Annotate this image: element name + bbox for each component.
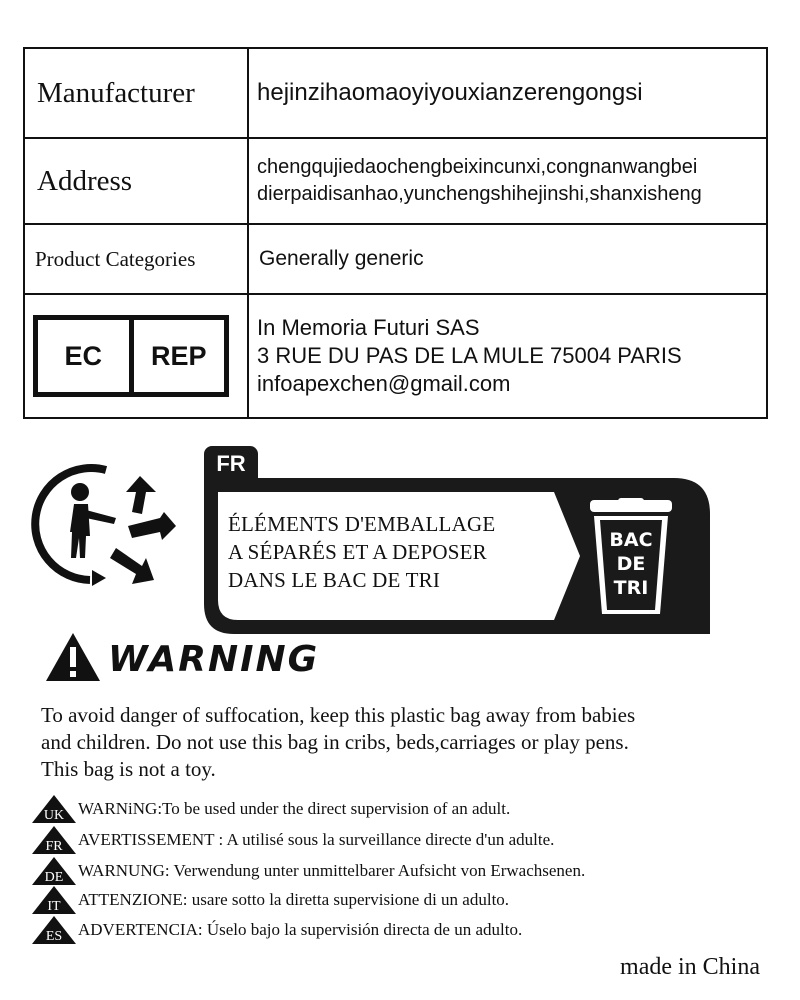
lang-text: AVERTISSEMENT : A utilisé sous la surveillance directe d'un adulte. (78, 830, 555, 849)
address-line-1: chengqujiedaochengbeixincunxi,congnanwangbei (257, 156, 698, 178)
made-in-china: made in China (620, 954, 760, 980)
manufacturer-value: hejinzihaomaoyiyouxianzerengongsi (248, 48, 767, 138)
warning-it (30, 884, 509, 916)
lang-code: FR (45, 839, 63, 854)
warning-body-line-2: and children. Do not use this bag in cribs, beds,carriages or play pens. (41, 730, 629, 754)
rep-email: infoapexchen@gmail.com (257, 371, 511, 396)
lang-text: WARNiNG:To be used under the direct supervision of an adult. (78, 799, 511, 818)
lang-code: IT (47, 899, 61, 914)
manufacturer-label: Manufacturer (24, 48, 248, 138)
fr-tag: FR (204, 446, 258, 480)
bin-label-3: TRI (613, 577, 649, 599)
bin-label-2: DE (616, 553, 646, 575)
warning-badge-icon (30, 824, 78, 856)
ec-rep-row (24, 294, 767, 418)
warning-title: WARNING (108, 638, 320, 680)
sorting-instructions (228, 510, 495, 594)
warning-triangle-icon (44, 631, 102, 688)
lang-text: WARNUNG: Verwendung unter unmittelbarer Aufsicht von Erwachsenen. (78, 861, 586, 880)
trash-bin-icon (588, 498, 674, 618)
category-label: Product Categories (24, 224, 248, 294)
warning-heading (44, 633, 319, 685)
manufacturer-row (24, 48, 767, 138)
lang-code: UK (43, 808, 65, 823)
ec-rep-details (248, 294, 767, 418)
warning-badge-icon (30, 914, 78, 946)
ec-rep-symbol (33, 315, 229, 397)
warning-es (30, 914, 522, 946)
product-info-table (23, 47, 768, 419)
ec-rep-rep: REP (129, 320, 225, 392)
rep-address: 3 RUE DU PAS DE LA MULE 75004 PARIS (257, 343, 682, 368)
address-label: Address (24, 138, 248, 224)
warning-de (30, 855, 585, 887)
address-line-2: dierpaidisanhao,yunchengshihejinshi,shanxisheng (257, 183, 702, 205)
lang-code: ES (45, 929, 63, 944)
bin-label-1: BAC (609, 529, 653, 551)
warning-body-line-1: To avoid danger of suffocation, keep this plastic bag away from babies (41, 703, 636, 727)
ec-rep-symbol-cell (24, 294, 248, 418)
address-value (248, 138, 767, 224)
rep-name: In Memoria Futuri SAS (257, 315, 480, 340)
sorting-line-2: A SÉPARÉS ET A DEPOSER (228, 540, 487, 564)
warning-fr (30, 824, 554, 856)
category-row (24, 224, 767, 294)
address-row (24, 138, 767, 224)
category-value: Generally generic (248, 224, 767, 294)
sorting-line-3: DANS LE BAC DE TRI (228, 568, 441, 592)
lang-text: ATTENZIONE: usare sotto la diretta supervisione di un adulto. (78, 890, 510, 909)
warning-body-line-3: This bag is not a toy. (41, 757, 216, 781)
sorting-line-1: ÉLÉMENTS D'EMBALLAGE (228, 512, 496, 536)
warning-body (41, 702, 761, 783)
lang-code: DE (44, 870, 64, 885)
warning-uk (30, 793, 510, 825)
warning-badge-icon (30, 793, 78, 825)
warning-badge-icon (30, 855, 78, 887)
ec-rep-ec: EC (64, 340, 102, 371)
warning-badge-icon (30, 884, 78, 916)
triman-recycling-icon (30, 462, 180, 592)
lang-text: ADVERTENCIA: Úselo bajo la supervisión directa de un adulto. (78, 920, 523, 939)
